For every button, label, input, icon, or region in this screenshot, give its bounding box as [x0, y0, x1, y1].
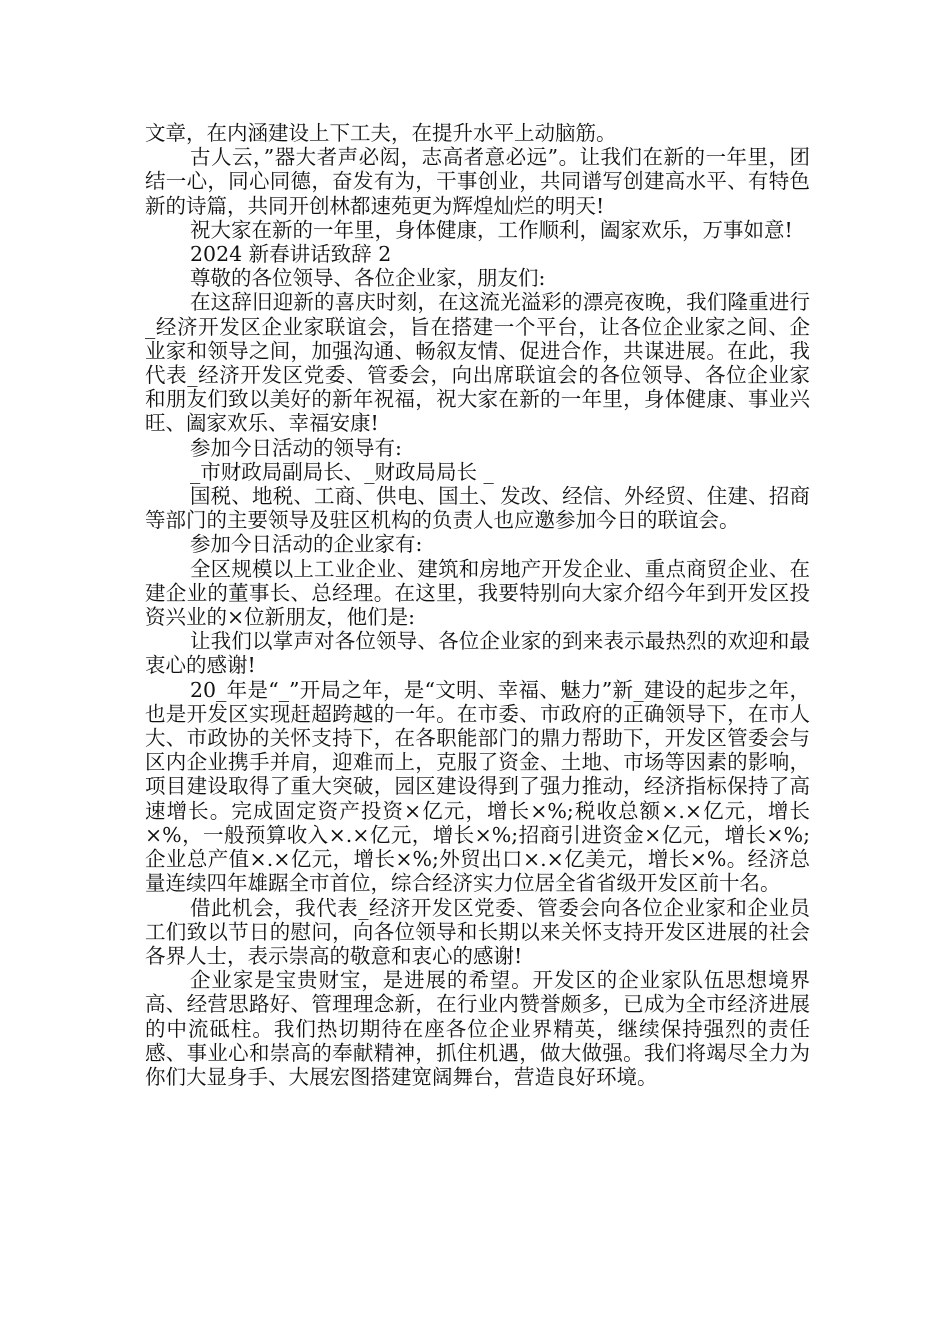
paragraph-wishes: 祝大家在新的一年里，身体健康，工作顺利，阖家欢乐，万事如意!	[190, 217, 793, 242]
document-body	[145, 121, 810, 1089]
paragraph-quote: 古人云，”器大者声必闳，志高者意必远”。让我们在新的一年里，团结一心，同心同德，奋发有为，干事创业，共同谱写创建高水平、有特色新的诗篇，共同开创林都速苑更为辉煌灿烂的明天!	[145, 145, 810, 218]
paragraph-continuation: 文章，在内涵建设上下工夫，在提升水平上动脑筋。	[145, 121, 617, 145]
paragraph-departments: 国税、地税、工商、供电、国土、发改、经信、外经贸、住建、招商等部门的主要领导及驻区机构的负责人也应邀参加今日的联谊会。	[145, 484, 810, 533]
paragraph-applause: 让我们以掌声对各位领导、各位企业家的到来表示最热烈的欢迎和最衷心的感谢!	[145, 629, 810, 678]
paragraph-entrepreneurs-value: 企业家是宝贵财宝，是进展的希望。开发区的企业家队伍思想境界高、经营思路好、管理理念新，在行业内赞誉颇多，已成为全市经济进展的中流砥柱。我们热切期待在座各位企业界精英，继续保持强烈的责任感、事业心和崇高的奉献精神，抓住机遇，做大做强。我们将竭尽全力为你们大显身手、大展宏图搭建宽阔舞台，营造良好环境。	[145, 968, 810, 1089]
paragraph-leaders-intro: 参加今日活动的领导有:	[190, 435, 402, 460]
paragraph-entrepreneurs-intro: 参加今日活动的企业家有:	[190, 532, 423, 557]
salutation: 尊敬的各位领导、各位企业家，朋友们:	[190, 266, 546, 291]
section-heading: 2024 新春讲话致辞 2	[190, 242, 392, 267]
paragraph-achievements: 20_年是“_”开局之年，是“文明、幸福、魅力”新_建设的起步之年，也是开发区实现赶超跨越的一年。在市委、市政府的正确领导下，在市人大、市政协的关怀支持下，在各职能部门的鼎力帮助下，开发区管委会与区内企业携手并肩，迎难而上，克服了资金、土地、市场等因素的影响，项目建设取得了重大突破，园区建设得到了强力推动，经济指标保持了高速增长。完成固定资产投资×亿元，增长×%;税收总额×.×亿元，增长×%，一般预算收入×.×亿元，增长×%;招商引进资金×亿元，增长×%;企业总产值×.×亿元，增长×%;外贸出口×.×亿美元，增长×%。经济总量连续四年雄踞全市首位，综合经济实力位居全省省级开发区前十名。	[145, 677, 810, 896]
paragraph-gratitude: 借此机会，我代表_经济开发区党委、管委会向各位企业家和企业员工们致以节日的慰问，向各位领导和长期以来关怀支持开发区进展的社会各界人士，表示崇高的敬意和衷心的感谢!	[145, 895, 810, 968]
paragraph-opening: 在这辞旧迎新的喜庆时刻，在这流光溢彩的漂亮夜晚，我们隆重进行_经济开发区企业家联谊会，旨在搭建一个平台，让各位企业家之间、企业家和领导之间，加强沟通、畅叙友情、促进合作，共谋进展。在此，我代表_经济开发区党委、管委会，向出席联谊会的各位领导、各位企业家和朋友们致以美好的新年祝福，祝大家在新的一年里，身体健康、事业兴旺、阖家欢乐、幸福安康!	[145, 290, 810, 436]
paragraph-entrepreneurs-list: 全区规模以上工业企业、建筑和房地产开发企业、重点商贸企业、在建企业的董事长、总经理。在这里，我要特别向大家介绍今年到开发区投资兴业的×位新朋友，他们是:	[145, 556, 810, 630]
paragraph-leaders-list: _市财政局副局长、_财政局局长 _	[190, 459, 494, 484]
